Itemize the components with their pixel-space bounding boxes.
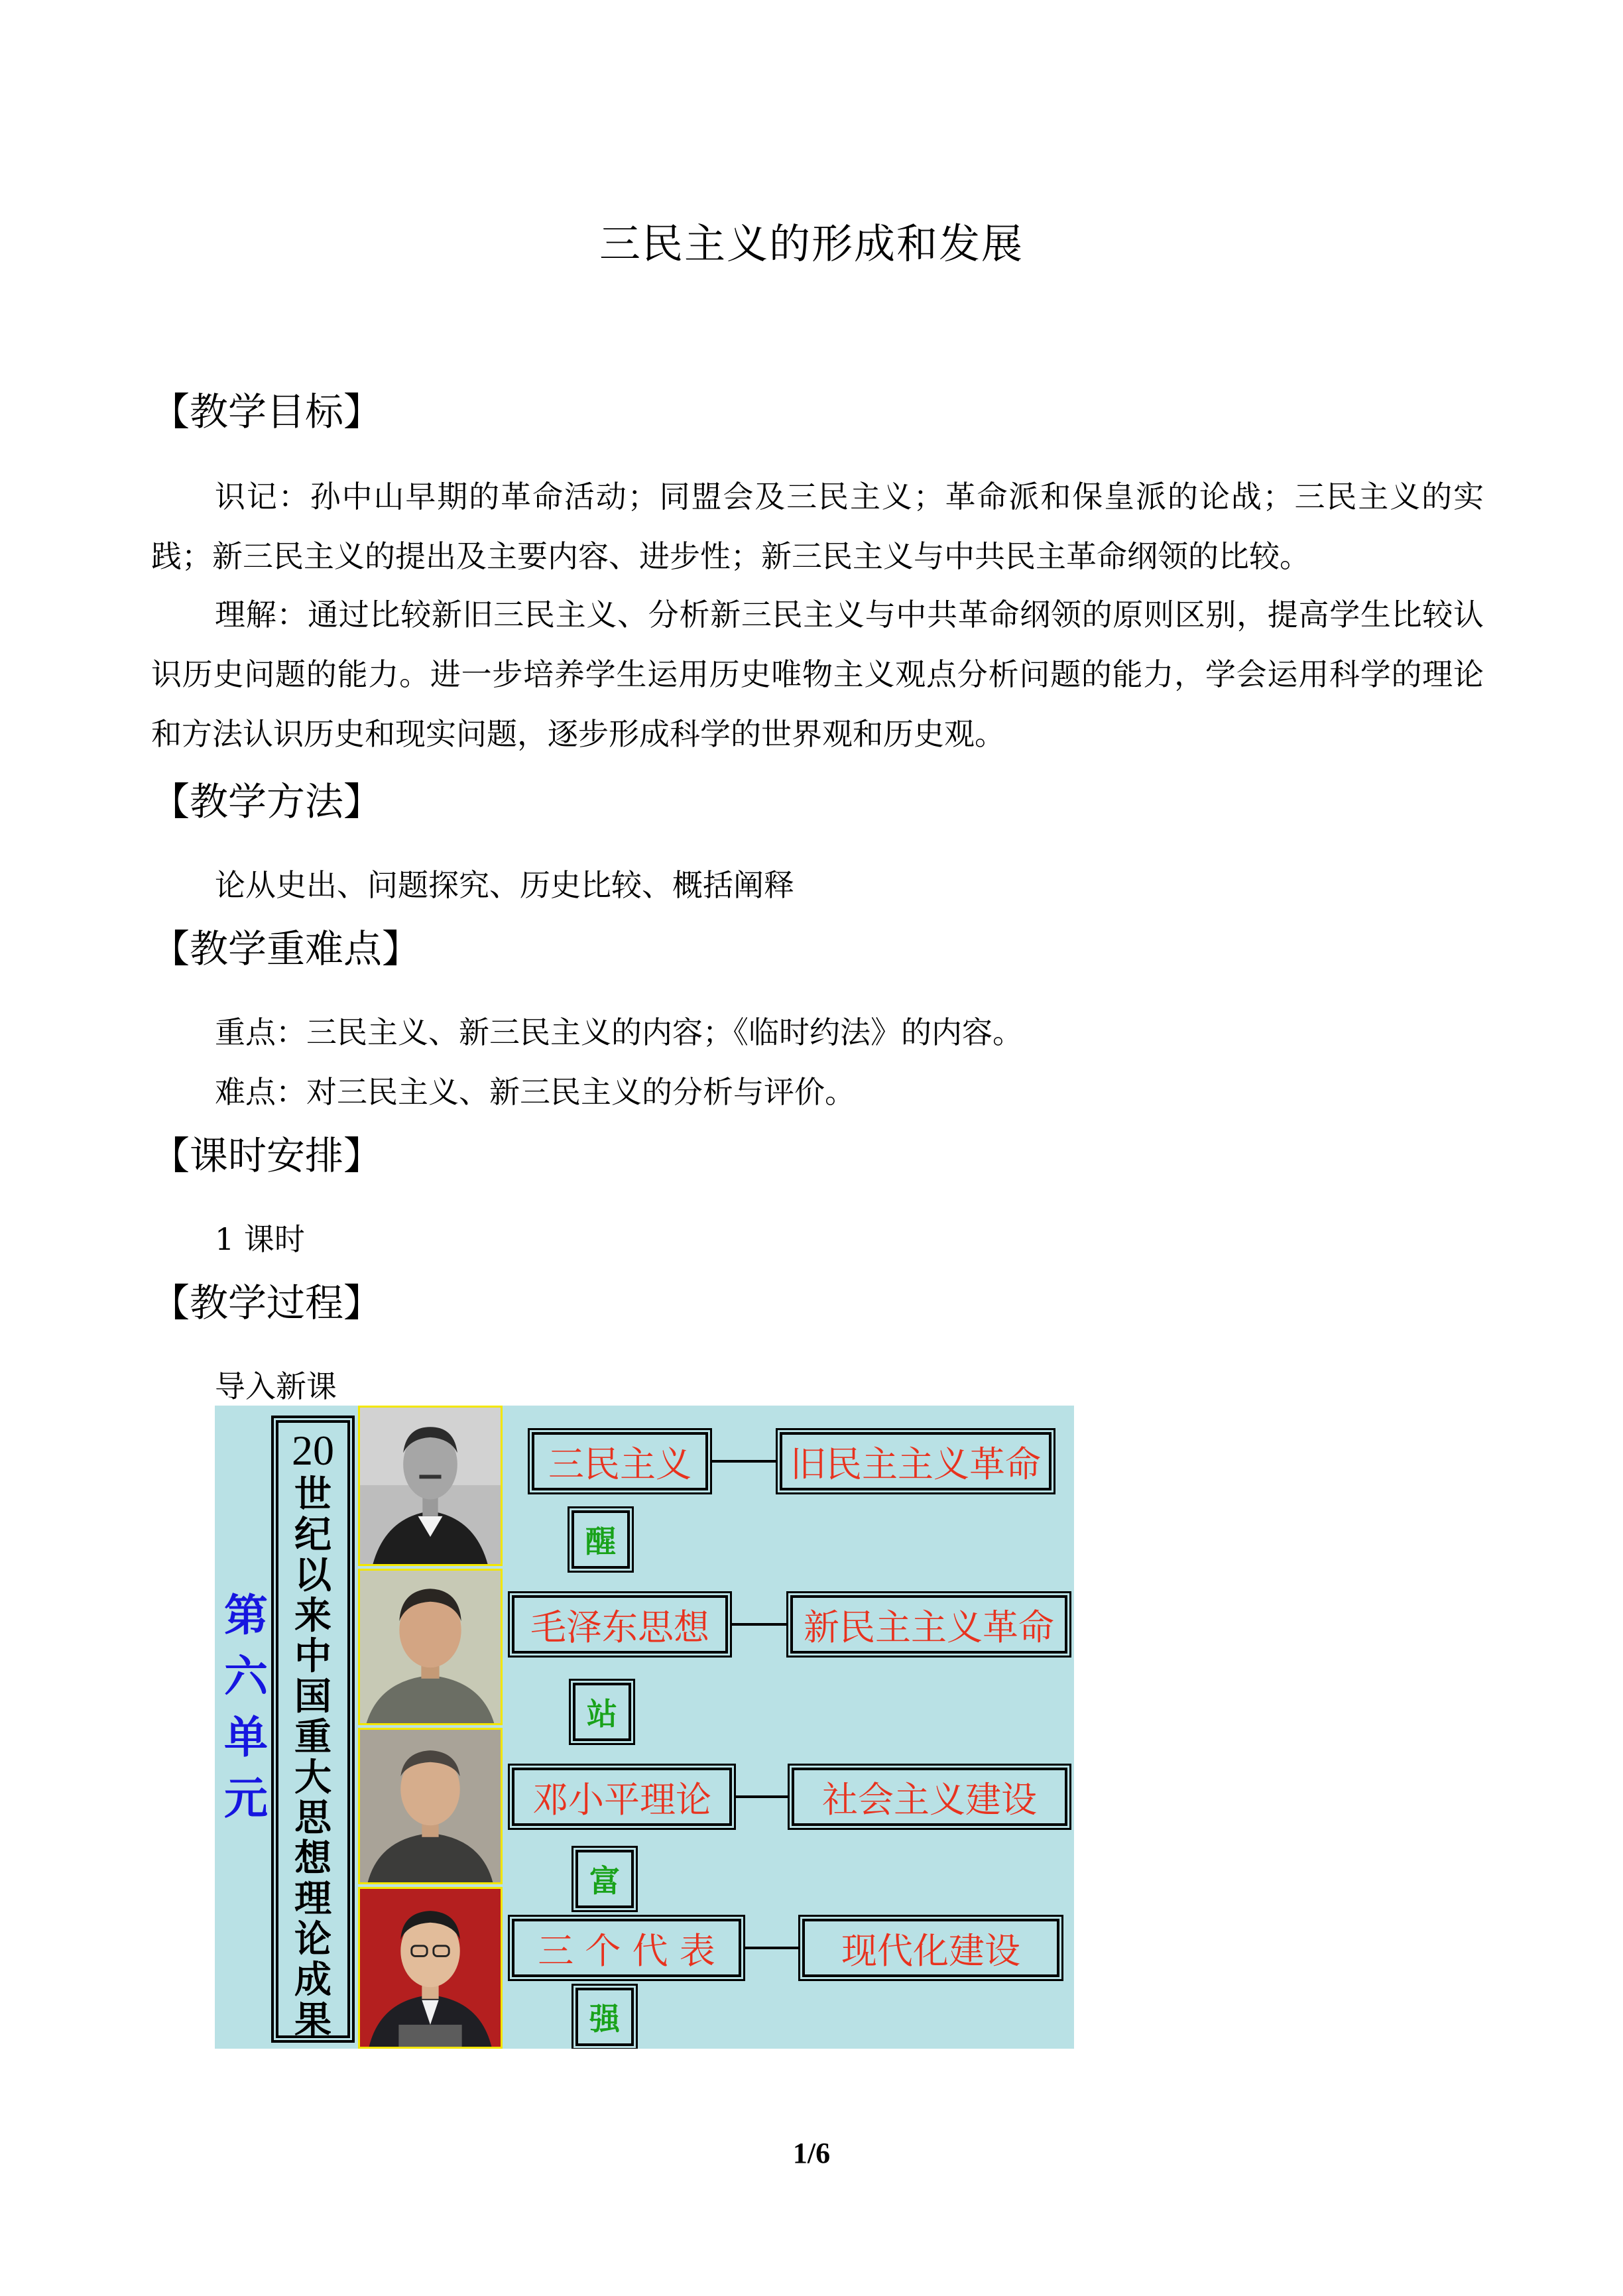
vertical-title-char: 思: [294, 1796, 331, 1840]
vertical-title-char: 来: [294, 1594, 331, 1638]
heading-key-points: 【教学重难点】: [151, 926, 421, 971]
vertical-title-char: 果: [294, 1998, 331, 2042]
result-box-1: 旧民主主义革命: [780, 1432, 1052, 1490]
heading-schedule: 【课时安排】: [151, 1133, 383, 1178]
portrait-photo-4: [358, 1887, 503, 2049]
theory-box-4: 三 个 代 表: [512, 1919, 741, 1977]
intro-slide-figure: [215, 1406, 1074, 2049]
portrait-photo-3: [358, 1728, 503, 1884]
connector-line: [732, 1623, 786, 1626]
vertical-title-char: 中: [294, 1634, 331, 1678]
result-box-3: 社会主义建设: [792, 1768, 1067, 1826]
result-box-4: 现代化建设: [802, 1919, 1059, 1977]
unit-label: [223, 1585, 269, 1829]
vertical-title-char: 想: [294, 1837, 331, 1880]
keyword-box-3: 富: [575, 1850, 634, 1908]
theory-box-2: 毛泽东思想: [512, 1595, 728, 1654]
difficult-point-text: 难点：对三民主义、新三民主义的分析与评价。: [215, 1074, 855, 1110]
vertical-title-char: 世: [294, 1473, 331, 1516]
keyword-box-1: 醒: [571, 1510, 630, 1569]
unit-char: 第: [224, 1589, 268, 1641]
keyword-box-4: 强: [575, 1988, 634, 2046]
unit-char: 元: [224, 1772, 268, 1824]
connector-line: [736, 1795, 788, 1798]
vertical-title-char: 论: [294, 1917, 331, 1961]
unit-char: 单: [224, 1711, 268, 1763]
heading-objectives: 【教学目标】: [151, 389, 383, 434]
methods-text: 论从史出、问题探究、历史比较、概括阐释: [215, 867, 794, 903]
objectives-recall: 识记：孙中山早期的革命活动；同盟会及三民主义；革命派和保皇派的论战；三民主义的实践；新三民主义的提出及主要内容、进步性；新三民主义与中共民主革命纲领的比较。: [151, 479, 1484, 574]
vertical-title-char: 成: [294, 1958, 331, 2002]
key-point-text: 重点：三民主义、新三民主义的内容；《临时约法》的内容。: [215, 1014, 1023, 1050]
theory-box-1: 三民主义: [532, 1432, 708, 1490]
vertical-title-char: 大: [294, 1756, 331, 1799]
schedule-text: 1 课时: [215, 1221, 305, 1257]
vertical-title-char: 理: [294, 1877, 331, 1921]
unit-char: 六: [224, 1650, 268, 1702]
theory-box-3: 邓小平理论: [512, 1768, 732, 1826]
objectives-understand: 理解：通过比较新旧三民主义、分析新三民主义与中共革命纲领的原则区别，提高学生比较认识历史问题的能力。进一步培养学生运用历史唯物主义观点分析问题的能力，学会运用科学的理论和方法认识历史和现实问题，逐步形成科学的世界观和历史观。: [151, 597, 1484, 752]
page-number: 1/6: [792, 2137, 831, 2169]
result-box-2: 新民主主义革命: [790, 1595, 1067, 1654]
intro-text: 导入新课: [215, 1368, 337, 1404]
vertical-title-char: 以: [294, 1553, 331, 1597]
vertical-title-number: 20: [292, 1427, 334, 1474]
page-title: 三民主义的形成和发展: [599, 219, 1024, 268]
portrait-photo-1: [358, 1406, 503, 1566]
connector-line: [745, 1947, 798, 1949]
heading-process: 【教学过程】: [151, 1280, 383, 1325]
portrait-photo-2: [358, 1569, 503, 1725]
vertical-title-char: 重: [294, 1715, 331, 1759]
vertical-title-box: [276, 1420, 350, 2042]
heading-methods: 【教学方法】: [151, 779, 383, 824]
connector-line: [712, 1460, 776, 1463]
keyword-box-2: 站: [573, 1683, 631, 1741]
vertical-title-char: 纪: [294, 1513, 331, 1557]
vertical-title-char: 国: [294, 1675, 331, 1719]
